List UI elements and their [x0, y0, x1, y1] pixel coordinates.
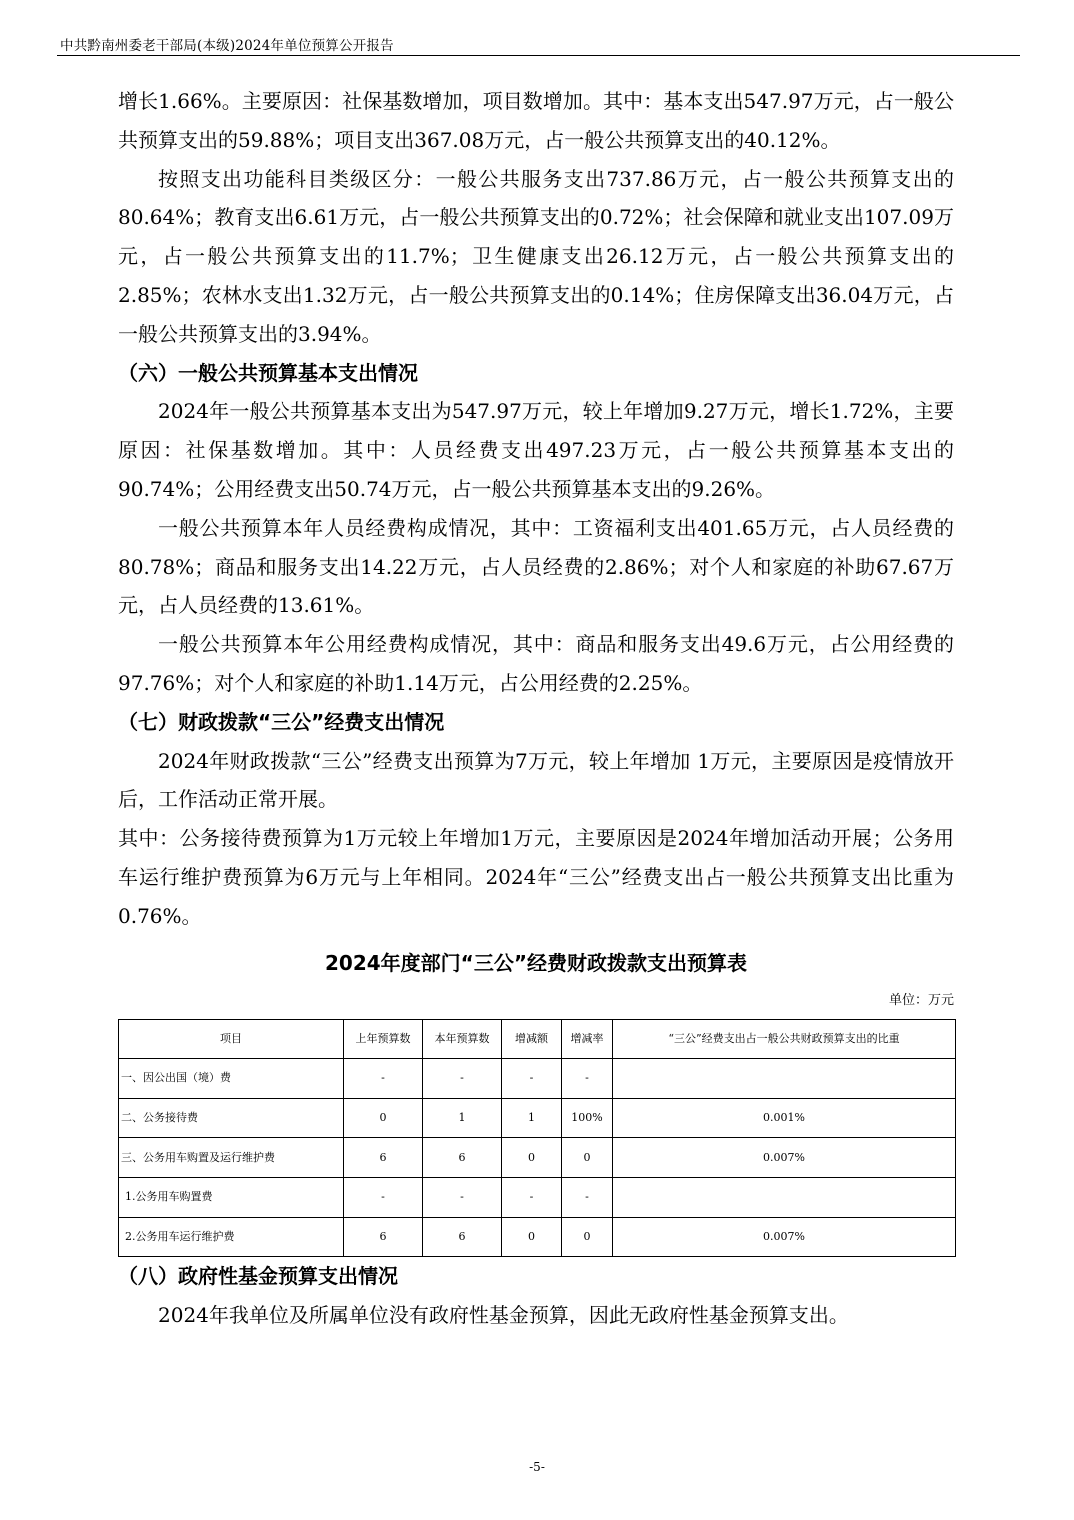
table-cell: -	[562, 1177, 613, 1217]
table-unit: 单位：万元	[888, 992, 954, 1008]
table-row	[119, 1138, 956, 1178]
table-row	[119, 1217, 956, 1257]
table-cell	[613, 1059, 956, 1099]
table-cell: -	[562, 1059, 613, 1099]
table-header-cell: 项目	[119, 1019, 344, 1059]
section-heading-6: （六）一般公共预算基本支出情况	[118, 360, 418, 385]
table-cell: 6	[423, 1217, 502, 1257]
table-cell: 1	[502, 1098, 562, 1138]
table-cell: 0	[562, 1217, 613, 1257]
table-cell: 0.001%	[613, 1098, 956, 1138]
paragraph: 增长1.66%。主要原因：社保基数增加，项目数增加。其中：基本支出547.97万元，占一般公共预算支出的59.88%；项目支出367.08万元，占一般公共预算支出的40.12%。	[118, 89, 954, 152]
paragraph: 按照支出功能科目类级区分：一般公共服务支出737.86万元，占一般公共预算支出的80.64%；教育支出6.61万元，占一般公共预算支出的0.72%；社会保障和就业支出107.09万元，占一般公共预算支出的11.7%；卫生健康支出26.12万元，占一般公共预算支出的2.85%；农林水支出1.32万元，占一般公共预算支出的0.14%；住房保障支出36.04万元，占一般公共预算支出的3.94%。	[118, 166, 954, 346]
table-cell: -	[502, 1177, 562, 1217]
table-cell: 1.公务用车购置费	[119, 1177, 344, 1217]
table-header-cell: 上年预算数	[344, 1019, 423, 1059]
table-cell: -	[423, 1177, 502, 1217]
table-cell: 二、公务接待费	[119, 1098, 344, 1138]
table-cell: 0	[502, 1217, 562, 1257]
paragraph: 2024年我单位及所属单位没有政府性基金预算，因此无政府性基金预算支出。	[158, 1302, 849, 1327]
table-cell: -	[502, 1059, 562, 1099]
table-cell: 三、公务用车购置及运行维护费	[119, 1138, 344, 1178]
table-row	[119, 1059, 956, 1099]
table-header-cell: “三公”经费支出占一般公共财政预算支出的比重	[613, 1019, 956, 1059]
three-public-expense-table	[118, 1019, 956, 1258]
paragraph: 其中：公务接待费预算为1万元较上年增加1万元，主要原因是2024年增加活动开展；公务用车运行维护费预算为6万元与上年相同。2024年“三公”经费支出占一般公共预算支出比重为0.76%。	[118, 826, 954, 928]
table-title: 2024年度部门“三公”经费财政拨款支出预算表	[325, 950, 747, 975]
paragraph: 2024年财政拨款“三公”经费支出预算为7万元，较上年增加 1万元，主要原因是疫情放开后，工作活动正常开展。	[118, 748, 954, 812]
table-cell: 2.公务用车运行维护费	[119, 1217, 344, 1257]
document-body	[118, 82, 954, 1335]
section-heading-7: （七）财政拨款“三公”经费支出情况	[118, 709, 445, 734]
section-heading-8: （八）政府性基金预算支出情况	[118, 1264, 398, 1289]
header-divider	[57, 55, 1020, 56]
paragraph: 一般公共预算本年公用经费构成情况，其中：商品和服务支出49.6万元，占公用经费的97.76%；对个人和家庭的补助1.14万元，占公用经费的2.25%。	[118, 632, 954, 695]
table-cell: 一、因公出国（境）费	[119, 1059, 344, 1099]
table-cell: 0	[344, 1098, 423, 1138]
table-cell: 0.007%	[613, 1217, 956, 1257]
table-row	[119, 1098, 956, 1138]
table-cell	[613, 1177, 956, 1217]
table-header-row	[119, 1019, 956, 1059]
table-cell: 0	[502, 1138, 562, 1178]
table-cell: -	[344, 1059, 423, 1099]
paragraph: 一般公共预算本年人员经费构成情况，其中：工资福利支出401.65万元，占人员经费的80.78%；商品和服务支出14.22万元，占人员经费的2.86%；对个人和家庭的补助67.67万元，占人员经费的13.61%。	[118, 515, 954, 618]
table-cell: 6	[423, 1138, 502, 1178]
table-cell: -	[344, 1177, 423, 1217]
table-cell: 0.007%	[613, 1138, 956, 1178]
document-header: 中共黔南州委老干部局(本级)2024年单位预算公开报告	[60, 38, 394, 54]
table-row	[119, 1177, 956, 1217]
table-header-cell: 本年预算数	[423, 1019, 502, 1059]
table-header-cell: 增减额	[502, 1019, 562, 1059]
table-cell: -	[423, 1059, 502, 1099]
page-number: -5-	[529, 1460, 545, 1474]
table-cell: 6	[344, 1217, 423, 1257]
table-cell: 100%	[562, 1098, 613, 1138]
table-cell: 0	[562, 1138, 613, 1178]
table-header-cell: 增减率	[562, 1019, 613, 1059]
table-cell: 6	[344, 1138, 423, 1178]
paragraph: 2024年一般公共预算基本支出为547.97万元，较上年增加9.27万元，增长1.72%，主要原因：社保基数增加。其中：人员经费支出497.23万元，占一般公共预算基本支出的90.74%；公用经费支出50.74万元，占一般公共预算基本支出的9.26%。	[118, 399, 954, 501]
table-cell: 1	[423, 1098, 502, 1138]
